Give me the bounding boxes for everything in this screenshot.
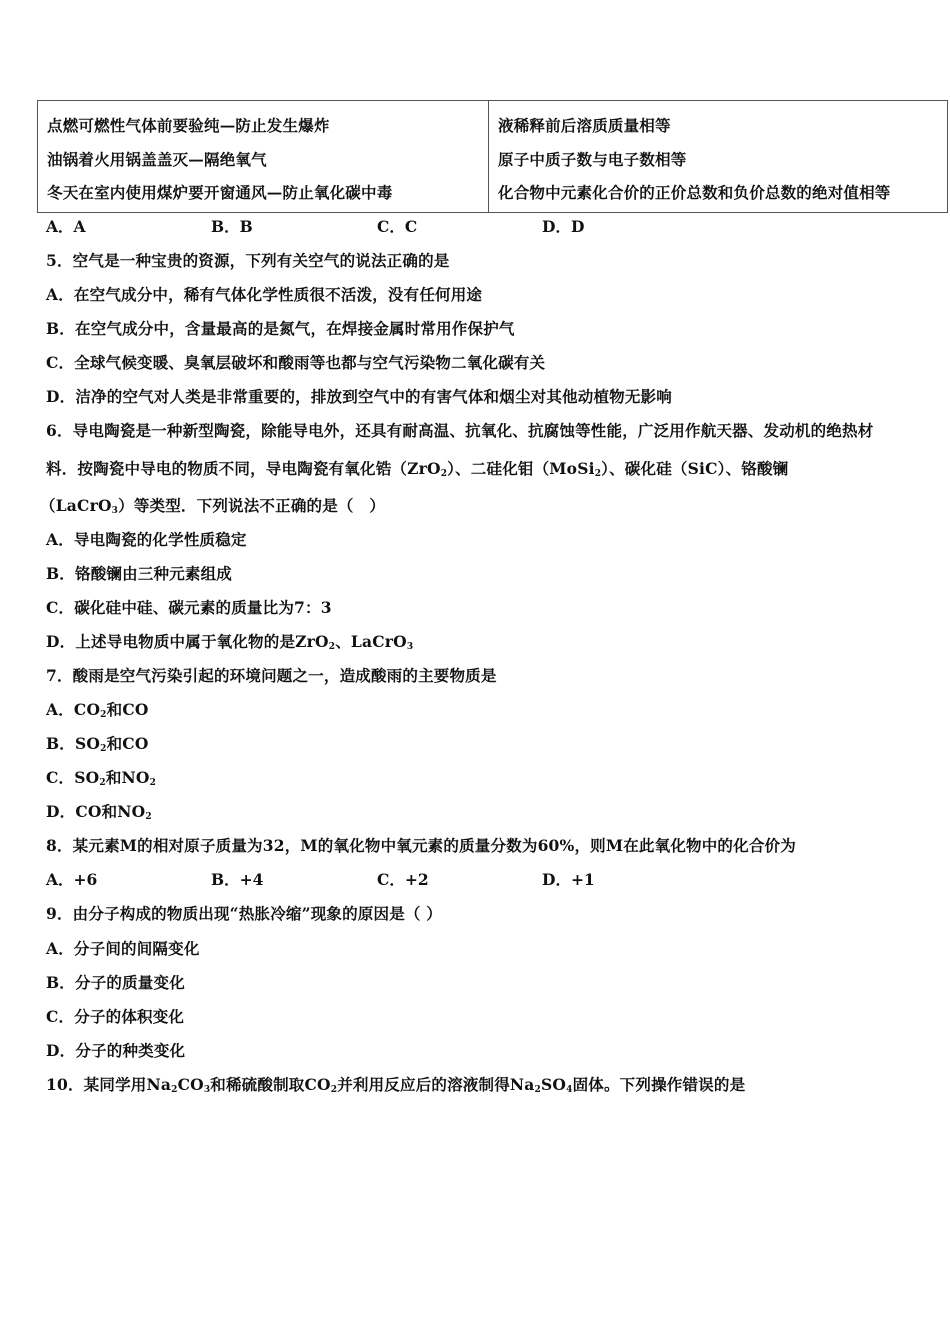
option-d: D．D (542, 217, 585, 236)
option-b: B．+4 (211, 870, 264, 889)
question-6-stem-line1: 6．导电陶瓷是一种新型陶瓷，除能导电外，还具有耐高温、抗氧化、抗腐蚀等性能，广泛用作航天器、发动机的绝热材 (46, 421, 874, 440)
subscript: 2 (149, 778, 157, 788)
table-cell: 液稀释前后溶质质量相等 (498, 116, 671, 135)
question-5-stem: 5．空气是一种宝贵的资源，下列有关空气的说法正确的是 (46, 251, 450, 270)
subscript: 3 (111, 506, 119, 516)
table-cell: 冬天在室内使用煤炉要开窗通风—防止氧化碳中毒 (47, 183, 393, 202)
option-text: A．CO (46, 700, 101, 719)
stem-text: SO (540, 1075, 567, 1094)
subscript: 2 (100, 744, 107, 754)
option-d: D．+1 (542, 870, 595, 889)
stem-text: 并利用反应后的溶液制得Na (337, 1075, 535, 1094)
table-cell: 化合物中元素化合价的正价总数和负价总数的绝对值相等 (498, 183, 891, 202)
statement-table (37, 100, 948, 213)
question-10-stem (46, 1075, 745, 1095)
stem-text: 料．按陶瓷中导电的物质不同，导电陶瓷有氧化锆（ZrO (46, 459, 441, 478)
subscript: 4 (566, 1085, 573, 1095)
subscript: 2 (145, 812, 152, 822)
subscript: 2 (594, 469, 602, 479)
option-text: D．CO和NO (46, 802, 146, 821)
table-right-column (489, 101, 947, 212)
question-9-stem: 9．由分子构成的物质出现“热胀冷缩”现象的原因是（ ） (46, 904, 442, 923)
subscript: 2 (99, 778, 106, 788)
option-text: 和CO (106, 700, 149, 719)
option-text: D．上述导电物质中属于氧化物的是ZrO (46, 632, 329, 651)
q9-option-b: B．分子的质量变化 (46, 973, 185, 992)
subscript: 3 (203, 1085, 211, 1095)
q9-option-c: C．分子的体积变化 (46, 1007, 185, 1026)
q5-option-c: C．全球气候变暖、臭氧层破坏和酸雨等也都与空气污染物二氧化碳有关 (46, 353, 546, 372)
q6-option-d (46, 632, 413, 652)
stem-text: 10．某同学用Na (46, 1075, 172, 1094)
stem-text: ）等类型．下列说法不正确的是（ ） (118, 496, 386, 515)
option-text: 、LaCrO (335, 632, 407, 651)
q9-option-a: A．分子间的间隔变化 (46, 939, 200, 958)
option-text: 和CO (106, 734, 149, 753)
q6-option-b: B．铬酸镧由三种元素组成 (46, 564, 233, 583)
stem-text: 和稀硫酸制取CO (210, 1075, 331, 1094)
question-6-stem-line2 (46, 459, 788, 479)
q9-option-d: D．分子的种类变化 (46, 1041, 186, 1060)
stem-text: CO (177, 1075, 204, 1094)
table-cell: 油锅着火用锅盖盖灭—隔绝氧气 (47, 149, 267, 169)
q5-option-a: A．在空气成分中，稀有气体化学性质很不活泼，没有任何用途 (46, 285, 483, 304)
subscript: 2 (330, 1085, 338, 1095)
subscript: 2 (100, 710, 107, 720)
subscript: 2 (171, 1085, 178, 1095)
q6-option-a: A．导电陶瓷的化学性质稳定 (46, 530, 247, 549)
question-8-stem: 8．某元素M的相对原子质量为32，M的氧化物中氧元素的质量分数为60%，则M在此氧化物中的化合价为 (46, 836, 796, 855)
subscript: 2 (328, 642, 336, 652)
q7-option-b (46, 734, 149, 754)
option-c: C．C (377, 217, 418, 236)
subscript: 2 (440, 469, 448, 479)
table-cell: 点燃可燃性气体前要验纯—防止发生爆炸 (47, 116, 330, 135)
option-text: B．SO (46, 734, 101, 753)
stem-text: 固体。下列操作错误的是 (572, 1075, 746, 1094)
q6-option-c: C．碳化硅中硅、碳元素的质量比为7：3 (46, 598, 332, 617)
option-a: A．A (46, 217, 86, 236)
q5-option-b: B．在空气成分中，含量最高的是氮气，在焊接金属时常用作保护气 (46, 319, 515, 338)
question-6-stem-line3 (40, 496, 385, 516)
q7-option-d (46, 802, 152, 822)
q5-option-d: D．洁净的空气对人类是非常重要的，排放到空气中的有害气体和烟尘对其他动植物无影响 (46, 387, 672, 406)
option-c: C．+2 (377, 870, 429, 889)
q7-option-c (46, 768, 156, 788)
table-cell: 原子中质子数与电子数相等 (498, 149, 687, 169)
option-text: 和NO (105, 768, 150, 787)
option-b: B．B (211, 217, 253, 236)
stem-text: （LaCrO (40, 496, 112, 515)
q7-option-a (46, 700, 149, 720)
option-a: A．+6 (46, 870, 98, 889)
table-left-column (38, 101, 489, 212)
question-7-stem: 7．酸雨是空气污染引起的环境问题之一，造成酸雨的主要物质是 (46, 666, 497, 685)
stem-text: ）、二硅化钼（MoSi (447, 459, 595, 478)
stem-text: ）、碳化硅（SiC）、铬酸镧 (601, 459, 789, 478)
option-text: C．SO (46, 768, 100, 787)
subscript: 3 (406, 642, 414, 652)
subscript: 2 (534, 1085, 541, 1095)
